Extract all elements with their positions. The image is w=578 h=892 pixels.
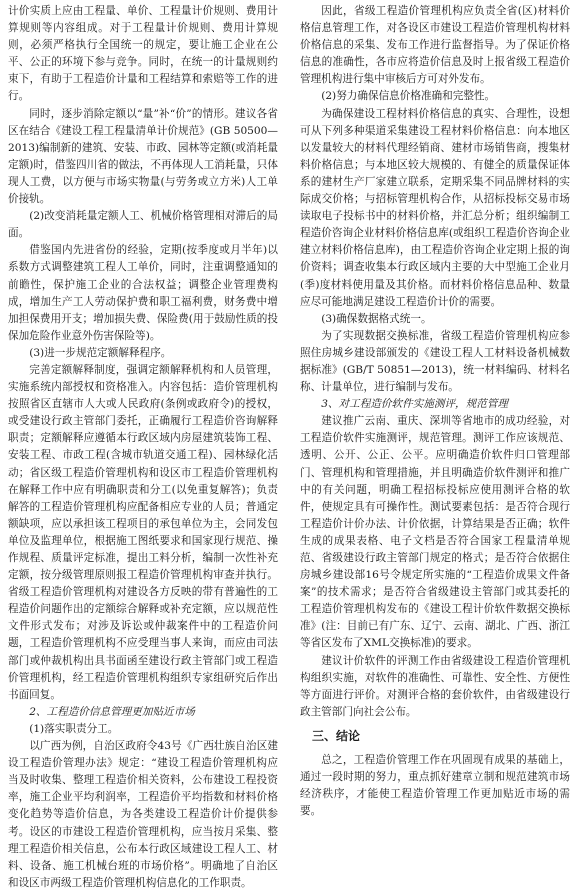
paragraph: 同时，逐步消除定额以“量”补“价”的情形。建议各省区在结合《建设工程工程量清单计价规范》(GB 50500—2013)编制新的建筑、安装、市政、园林等定额(或消耗量定额)时，借鉴四川省的做法，不再体现人工消耗量，只体现人工费，以方便与市场实物量(与劳务或立方米)人工单价接轨。 [8,107,278,206]
section-heading: 2、工程造价信息管理更加贴近市场 [29,705,195,718]
paragraph: 为了实现数据交换标准，省级工程造价管理机构应参照住房城乡建设部颁发的《建设工程人工材料设备机械数据标准》(GB/T 50851—2013)，统一材料编码、材料名称、计量单位，进行编制与发布。 [300,329,570,394]
subheading: (3)进一步规范定额解释程序。 [29,346,172,359]
left-column [8,3,278,892]
paragraph: 建议计价软件的评测工作由省级建设工程造价管理机构组织实施，对软件的准确性、可靠性、安全性、方便性等方面进行评价。对测评合格的套价软件，由省级建设行政主管部门向社会公布。 [300,654,570,718]
paragraph: 建议推广云南、重庆、深圳等省地市的成功经验，对工程造价软件实施测评，规范管理。测评工作应该规范、透明、公开、公正、公平。应明确造价软件归口管理部门、管理机构和管理措施，并且明确造价软件测评和推广中的有关问题，明确工程招标投标应使用测评合格的软件，使规定具有可操作性。测试要素包括：是否符合现行工程造价计价办法、计价依据，计算结果是否正确；软件生成的成果表格、电子文档是否符合国家工程量清单规范、省级建设行政主管部门规定的格式；是否符合依据住房城乡建设部16号令规定所实施的“工程造价成果文件备案”的技术需求；是否符合省级建设主管部门或其委托的工程造价管理机构发布的《建设工程计价软件数据交换标准》(注：目前已有广东、辽宁、云南、湖北、广西、浙江等省区发布了XML交换标准)的要求。 [300,415,570,650]
paragraph: 为确保建设工程材料价格信息的真实、合理性，设想可从下列多种渠道采集建设工程材料价格信息：向本地区以发量较大的材料代理经销商、建材市场销售商，搜集材料价格信息；与本地区较大规模的、有健全的质量保证体系的建材生产厂家建立联系，定期采集不同品牌材料的实际成交价格；与招标管理机构合作，从招标投标交易市场读取电子投标书中的材料价格，并汇总分析；组织编制工程造价咨询企业材料价格信息库(或组织工程造价咨询企业建立材料价格信息库)，由工程造价咨询企业定期上报的询价资料；调查收集本行政区域内主要的大中型施工企业月(季)度材料使用量及其价格。而材料价格信息品种、数量应尽可能地满足建设工程造价计价的需要。 [300,107,570,308]
conclusion-heading: 三、结论 [312,728,361,743]
subheading: (1)落实职责分工。 [29,722,119,735]
subheading: (2)改变消耗量定额人工、机械价格管理相对滞后的局面。 [8,210,278,240]
subheading: (3)确保数据格式统一。 [321,312,432,325]
section-heading: 3、对工程造价软件实施测评，规范管理 [321,398,509,411]
paragraph: 因此，省级工程造价管理机构应负责全省(区)材料价格信息管理工作，对各设区市建设工程造价管理机构材料价格信息的采集、发布工作进行监督指导。为了保证价格信息的准确性，各市应将造价信息及时上报省级工程造价管理机构进行集中审核后方可对外发布。 [300,5,570,86]
paragraph: 借鉴国内先进省份的经验，定期(按季度或月半年)以系数方式调整建筑工程人工单价，同时，注重调整通知的前瞻性，保护施工企业的合法权益；调整企业管理费构成，增加生产工人劳动保护费和职工福利费，财务费中增加担保费用开支；增加损失费、保险费(用于鼓励性质的投保加危险作业意外伤害保险等)。 [8,244,278,342]
subheading: (2)努力确保信息价格准确和完整性。 [321,90,496,103]
paragraph: 总之，工程造价管理工作在巩固现有成果的基础上，通过一段时期的努力，重点抓好建章立制和规范建筑市场经济秩序，才能使工程造价管理工作更加贴近市场的需要。 [300,753,570,818]
paragraph: 以广西为例，自治区政府令43号《广西壮族自治区建设工程造价管理办法》规定：“建设工程造价管理机构应当及时收集、整理工程造价相关资料，公布建设工程投资率，施工企业平均利润率，工程造价平均指数和材料价格变化趋势等造价信息，为各类建设工程造价计价提供参考。设区的市建设工程造价管理机构，应当按月采集、整理工程造价相关信息，公布本行政区域建设工程人工、材料、设备、施工机械台班的市场价格”。明确地了自治区和设区市两级工程造价管理机构信息化的工作职责。 [8,740,278,889]
paragraph: 计价实质上应由工程量、单价、工程量计价规则、费用计算规则等内容组成。对于工程量计价规则、费用计算规则，必须严格执行全国统一的规定，要让施工企业在公平、公正的环境下参与竞争。同时，在统一的计量规则约束下，有助于工程造价计量和工程结算和索赔等工作的进行。 [8,5,278,103]
paragraph: 完善定额解释制度，强调定额解释机构和人员管理，实施系统内部授权和资格准入。内容包括：造价管理机构按照省区直辖市人大或人民政府(条例或政府令)的授权，或受建设行政主管部门委托，正确履行工程造价咨询解释职责；定额解释应遵循本行政区域内房屋建筑装饰工程、安装工程、市政工程(含城市轨道交通工程)、园林绿化活动；省区级工程造价管理机构和设区市工程造价管理机构在解释工作中应有明确职责和分工(以免重复解答)；负责解答的工程造价管理机构应配备相应专业的人员；普通定额缺项，应以承担该工程项目的承包单位为主，会同发包单位及监理单位，根据施工图纸要求和国家现行规范、操作规程、质量评定标准，提出工料分析，编制一次性补充定额，按分级管理原则报工程造价管理机构审查并执行。省级工程造价管理机构对建设各方反映的带有普遍性的工程造价问题作出的定额综合解释或补充定额，应以规范性文件形式发布；对涉及诉讼或仲裁案件中的工程造价问题，工程造价管理机构不应受理当事人来询，而应由司法部门或仲裁机构出具书面函至建设行政主管部门或工程造价管理机构，经工程造价管理机构组织专家组研究后作出书面回复。 [8,363,278,701]
right-column [300,3,570,820]
